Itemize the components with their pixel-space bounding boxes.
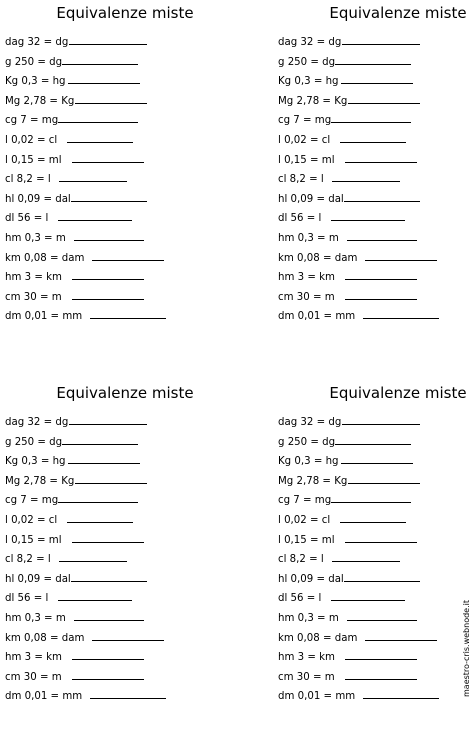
answer-blank[interactable] [58, 220, 132, 221]
exercise-row [5, 626, 164, 644]
answer-blank[interactable] [331, 502, 411, 503]
exercise-row [5, 684, 166, 702]
answer-blank[interactable] [62, 64, 138, 65]
answer-blank[interactable] [68, 83, 140, 84]
sheet-title: Equivalenze miste [56, 4, 194, 22]
equivalence-text: cl 8,2 = l [5, 554, 51, 566]
equivalence-text: Kg 0,3 = hg [5, 76, 66, 88]
answer-blank[interactable] [58, 600, 132, 601]
answer-blank[interactable] [344, 201, 420, 202]
answer-blank[interactable] [331, 220, 405, 221]
answer-blank[interactable] [74, 240, 144, 241]
equivalence-text: km 0,08 = dam [278, 632, 358, 644]
exercise-row [278, 586, 405, 604]
equivalence-text: km 0,08 = dam [278, 252, 358, 264]
equivalence-text: hm 0,3 = m [5, 233, 66, 244]
exercise-row [5, 488, 138, 506]
equivalence-text: cl 8,2 = l [278, 554, 324, 566]
equivalence-text: cg 7 = mg [278, 115, 332, 127]
equivalence-text: cl 8,2 = l [5, 174, 51, 186]
answer-blank[interactable] [75, 103, 147, 104]
equivalence-text: hm 0,3 = m [278, 233, 339, 244]
equivalence-text: l 0,15 = ml [278, 154, 335, 166]
exercise-row [5, 265, 144, 283]
exercise-row [278, 304, 439, 322]
equivalence-text: l 0,15 = ml [5, 534, 62, 546]
answer-blank[interactable] [365, 260, 437, 261]
equivalence-text: g 250 = dg [5, 436, 63, 448]
equivalence-text: Kg 0,3 = hg [278, 456, 339, 468]
equivalence-text: cm 30 = m [278, 291, 335, 303]
exercise-row [278, 449, 413, 467]
exercise-row [5, 226, 144, 244]
exercise-row [5, 449, 140, 467]
equivalence-text: l 0,02 = cl [278, 515, 331, 526]
answer-blank[interactable] [75, 483, 147, 484]
exercise-row [5, 586, 132, 604]
answer-blank[interactable] [331, 600, 405, 601]
exercise-row [5, 167, 127, 185]
equivalence-text: dl 56 = l [5, 213, 49, 225]
exercise-row [278, 285, 417, 303]
answer-blank[interactable] [72, 162, 144, 163]
answer-blank[interactable] [72, 679, 144, 680]
answer-blank[interactable] [341, 463, 413, 464]
sheet-title: Equivalenze miste [56, 384, 194, 402]
exercise-row [278, 89, 420, 107]
exercise-row [5, 89, 147, 107]
exercise-row [5, 246, 164, 264]
answer-blank[interactable] [345, 679, 417, 680]
answer-blank[interactable] [74, 620, 144, 621]
answer-blank[interactable] [342, 44, 420, 45]
exercise-row [278, 167, 400, 185]
equivalence-text: hl 0,09 = dal [5, 573, 71, 585]
exercise-row [278, 69, 413, 87]
website-footer: maestro-cris.webnode.it [462, 600, 471, 697]
answer-blank[interactable] [332, 181, 400, 182]
answer-blank[interactable] [92, 640, 164, 641]
equivalence-text: cg 7 = mg [278, 495, 332, 507]
equivalence-text: g 250 = dg [5, 56, 63, 68]
exercise-row [5, 69, 140, 87]
exercise-row [5, 547, 127, 565]
equivalence-text: l 0,02 = cl [5, 515, 58, 526]
equivalence-text: cg 7 = mg [5, 495, 59, 507]
exercise-row [5, 410, 147, 428]
equivalence-text: g 250 = dg [278, 56, 336, 68]
sheet-title: Equivalenze miste [329, 4, 467, 22]
answer-blank[interactable] [348, 483, 420, 484]
exercise-row [5, 30, 147, 48]
exercise-row [278, 148, 417, 166]
answer-blank[interactable] [342, 424, 420, 425]
equivalence-text: dm 0,01 = mm [278, 311, 356, 323]
exercise-row [278, 469, 420, 487]
equivalence-text: hl 0,09 = dal [5, 193, 71, 205]
exercise-row [5, 206, 132, 224]
equivalence-text: km 0,08 = dam [5, 252, 85, 264]
equivalence-text: Kg 0,3 = hg [5, 456, 66, 468]
equivalence-text: cm 30 = m [278, 671, 335, 683]
exercise-row [5, 645, 144, 663]
answer-blank[interactable] [90, 698, 166, 699]
exercise-sheet [278, 4, 467, 364]
equivalence-text: Mg 2,78 = Kg [5, 95, 75, 107]
equivalence-text: dl 56 = l [278, 593, 322, 605]
exercise-row [278, 265, 417, 283]
equivalence-text: hm 0,3 = m [278, 613, 339, 624]
exercise-row [278, 684, 439, 702]
exercise-row [278, 508, 406, 526]
exercise-row [278, 567, 420, 585]
exercise-row [5, 187, 147, 205]
equivalence-text: cg 7 = mg [5, 115, 59, 127]
answer-blank[interactable] [59, 561, 127, 562]
exercise-row [5, 665, 144, 683]
equivalence-text: cm 30 = m [5, 291, 62, 303]
exercise-row [5, 304, 166, 322]
answer-blank[interactable] [340, 522, 406, 523]
equivalence-text: Mg 2,78 = Kg [278, 95, 348, 107]
answer-blank[interactable] [344, 581, 420, 582]
exercise-row [5, 469, 147, 487]
answer-blank[interactable] [68, 463, 140, 464]
equivalence-text: dm 0,01 = mm [5, 691, 83, 703]
exercise-sheet [5, 384, 194, 744]
exercise-row [278, 410, 420, 428]
equivalence-text: l 0,15 = ml [278, 534, 335, 546]
answer-blank[interactable] [365, 640, 437, 641]
equivalence-text: Mg 2,78 = Kg [278, 475, 348, 487]
equivalence-text: hm 0,3 = m [5, 613, 66, 624]
answer-blank[interactable] [345, 162, 417, 163]
answer-blank[interactable] [72, 279, 144, 280]
equivalence-text: hl 0,09 = dal [278, 573, 344, 585]
equivalence-text: dag 32 = dg [5, 37, 69, 48]
exercise-row [278, 645, 417, 663]
answer-blank[interactable] [345, 542, 417, 543]
answer-blank[interactable] [335, 64, 411, 65]
exercise-row [278, 30, 420, 48]
answer-blank[interactable] [71, 581, 147, 582]
exercise-row [278, 547, 400, 565]
exercise-row [5, 108, 138, 126]
exercise-row [278, 528, 417, 546]
answer-blank[interactable] [58, 122, 138, 123]
exercise-row [278, 606, 417, 624]
equivalence-text: dl 56 = l [278, 213, 322, 225]
equivalence-text: hl 0,09 = dal [278, 193, 344, 205]
equivalence-text: l 0,15 = ml [5, 154, 62, 166]
answer-blank[interactable] [67, 522, 133, 523]
equivalence-text: Mg 2,78 = Kg [5, 475, 75, 487]
exercise-row [5, 606, 144, 624]
answer-blank[interactable] [62, 444, 138, 445]
exercise-row [5, 528, 144, 546]
equivalence-text: dl 56 = l [5, 593, 49, 605]
answer-blank[interactable] [345, 299, 417, 300]
exercise-row [278, 128, 406, 146]
exercise-row [5, 128, 133, 146]
exercise-row [5, 567, 147, 585]
exercise-row [5, 285, 144, 303]
equivalence-text: dag 32 = dg [278, 37, 342, 48]
exercise-row [278, 626, 437, 644]
equivalence-text: l 0,02 = cl [278, 135, 331, 146]
answer-blank[interactable] [335, 444, 411, 445]
answer-blank[interactable] [69, 424, 147, 425]
answer-blank[interactable] [69, 44, 147, 45]
equivalence-text: cm 30 = m [5, 671, 62, 683]
exercise-row [5, 50, 138, 68]
answer-blank[interactable] [331, 122, 411, 123]
answer-blank[interactable] [347, 620, 417, 621]
equivalence-text: hm 3 = km [5, 652, 62, 664]
equivalence-text: dm 0,01 = mm [5, 311, 83, 323]
exercise-row [5, 430, 138, 448]
exercise-row [278, 50, 411, 68]
exercise-row [5, 508, 133, 526]
exercise-row [278, 108, 411, 126]
exercise-row [278, 430, 411, 448]
answer-blank[interactable] [363, 698, 439, 699]
equivalence-text: hm 3 = km [278, 272, 335, 284]
answer-blank[interactable] [72, 659, 144, 660]
equivalence-text: hm 3 = km [5, 272, 62, 284]
answer-blank[interactable] [340, 142, 406, 143]
answer-blank[interactable] [363, 318, 439, 319]
equivalence-text: g 250 = dg [278, 436, 336, 448]
exercise-row [278, 206, 405, 224]
answer-blank[interactable] [72, 299, 144, 300]
answer-blank[interactable] [59, 181, 127, 182]
answer-blank[interactable] [347, 240, 417, 241]
answer-blank[interactable] [345, 659, 417, 660]
answer-blank[interactable] [341, 83, 413, 84]
exercise-row [278, 187, 420, 205]
answer-blank[interactable] [348, 103, 420, 104]
answer-blank[interactable] [71, 201, 147, 202]
answer-blank[interactable] [345, 279, 417, 280]
answer-blank[interactable] [58, 502, 138, 503]
exercise-row [278, 665, 417, 683]
answer-blank[interactable] [332, 561, 400, 562]
equivalence-text: dm 0,01 = mm [278, 691, 356, 703]
exercise-row [5, 148, 144, 166]
equivalence-text: dag 32 = dg [5, 417, 69, 428]
exercise-sheet [5, 4, 194, 364]
equivalence-text: hm 3 = km [278, 652, 335, 664]
equivalence-text: Kg 0,3 = hg [278, 76, 339, 88]
equivalence-text: dag 32 = dg [278, 417, 342, 428]
exercise-row [278, 246, 437, 264]
answer-blank[interactable] [92, 260, 164, 261]
answer-blank[interactable] [72, 542, 144, 543]
exercise-row [278, 226, 417, 244]
equivalence-text: l 0,02 = cl [5, 135, 58, 146]
sheet-title: Equivalenze miste [329, 384, 467, 402]
answer-blank[interactable] [67, 142, 133, 143]
equivalence-text: cl 8,2 = l [278, 174, 324, 186]
equivalence-text: km 0,08 = dam [5, 632, 85, 644]
answer-blank[interactable] [90, 318, 166, 319]
exercise-row [278, 488, 411, 506]
